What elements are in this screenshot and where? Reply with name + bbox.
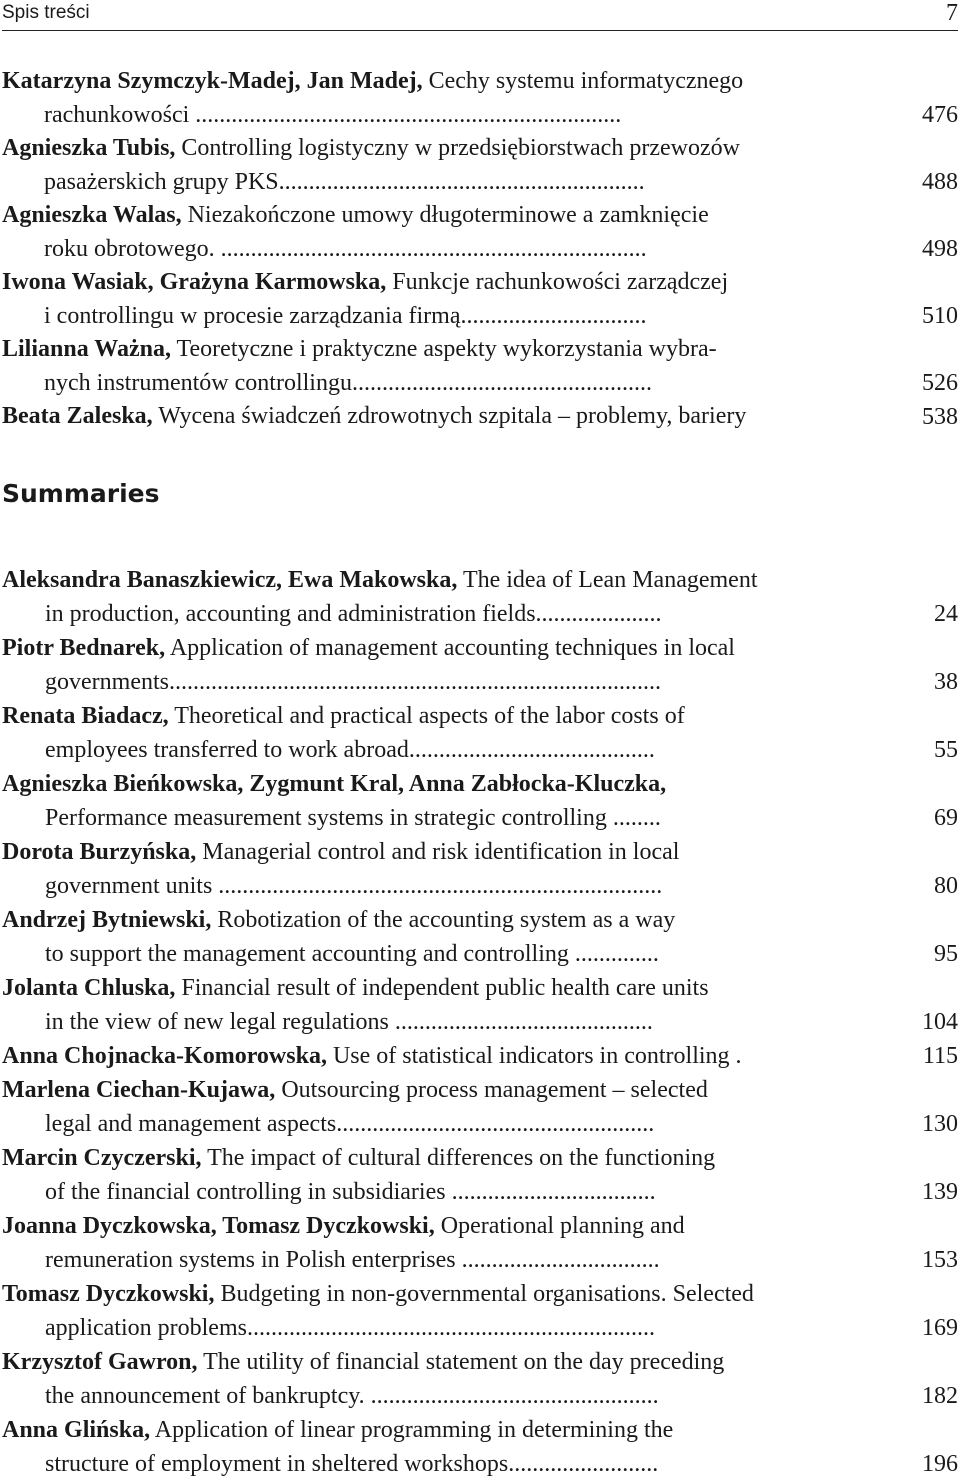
toc-entry-title-continued: roku obrotowego. ....................................................................... bbox=[44, 235, 647, 262]
toc-entry bbox=[2, 333, 958, 400]
running-head-page-number: 7 bbox=[946, 0, 958, 26]
toc-entry-page: 80 bbox=[934, 873, 958, 899]
toc-entry-text bbox=[2, 699, 886, 767]
summaries-heading: Summaries bbox=[2, 479, 160, 508]
toc-entry-authors: Jolanta Chluska, bbox=[2, 975, 176, 1001]
toc-entry bbox=[2, 699, 958, 767]
toc-entry-page: 115 bbox=[922, 1043, 958, 1069]
toc-entry bbox=[2, 266, 958, 333]
toc-entry bbox=[2, 1209, 958, 1277]
toc-entry-text bbox=[2, 1413, 886, 1481]
toc-entry-authors: Agnieszka Walas, bbox=[2, 202, 182, 228]
toc-entry-page: 55 bbox=[934, 737, 958, 763]
toc-entry bbox=[2, 199, 958, 266]
toc-entry-authors: Andrzej Bytniewski, bbox=[2, 907, 212, 933]
toc-entry-title: Financial result of independent public health care units bbox=[181, 975, 709, 1001]
toc-entry-text bbox=[2, 1277, 886, 1345]
toc-entry-text bbox=[2, 132, 886, 199]
toc-entry-title: Teoretyczne i praktyczne aspekty wykorzystania wybra- bbox=[176, 336, 717, 362]
toc-entry-authors: Krzysztof Gawron, bbox=[2, 1349, 198, 1375]
toc-entry bbox=[2, 1073, 958, 1141]
toc-entry-page: 498 bbox=[922, 236, 958, 262]
toc-entry-text bbox=[2, 1039, 886, 1073]
toc-entry-title: Wycena świadczeń zdrowotnych szpitala – problemy, bariery bbox=[158, 403, 747, 429]
toc-entry-page: 476 bbox=[922, 102, 958, 128]
toc-entry-text bbox=[2, 631, 886, 699]
toc-entry-authors: Beata Zaleska, bbox=[2, 403, 153, 429]
toc-entry-title: Robotization of the accounting system as a way bbox=[217, 907, 676, 933]
toc-entry-authors: Anna Glińska, bbox=[2, 1417, 151, 1443]
toc-entry-authors: Lilianna Ważna, bbox=[2, 336, 171, 362]
toc-entry-authors: Joanna Dyczkowska, Tomasz Dyczkowski, bbox=[2, 1213, 435, 1239]
toc-summaries-section bbox=[2, 563, 958, 1481]
toc-entry-page: 95 bbox=[934, 941, 958, 967]
toc-entry-text bbox=[2, 199, 886, 266]
toc-entry-title-continued: rachunkowości ....................................................................... bbox=[44, 101, 622, 128]
toc-entry-title-continued: government units .......................................................................... bbox=[45, 873, 663, 899]
toc-entry-page: 182 bbox=[922, 1383, 958, 1409]
toc-entry-page: 510 bbox=[922, 303, 958, 329]
toc-entry-title-continued: application problems.................................................................... bbox=[45, 1315, 655, 1341]
toc-entry-title-continued: structure of employment in sheltered workshops......................... bbox=[45, 1451, 659, 1477]
toc-entry-text bbox=[2, 563, 886, 631]
toc-entry-page: 488 bbox=[922, 169, 958, 195]
toc-entry-page: 538 bbox=[922, 403, 958, 430]
running-head-title: Spis treści bbox=[2, 2, 90, 23]
toc-entry bbox=[2, 400, 958, 434]
toc-entry-page: 130 bbox=[922, 1111, 958, 1137]
toc-entry bbox=[2, 971, 958, 1039]
toc-entry-page: 139 bbox=[922, 1179, 958, 1205]
toc-entry-page: 69 bbox=[934, 805, 958, 831]
toc-entry-title-continued: nych instrumentów controllingu.................................................. bbox=[44, 369, 652, 396]
toc-entry-title: Controlling logistyczny w przedsiębiorstwach przewozów bbox=[181, 135, 740, 161]
toc-entry-title: Operational planning and bbox=[440, 1213, 685, 1239]
toc-entry-page: 526 bbox=[922, 370, 958, 396]
toc-entry-authors: Tomasz Dyczkowski, bbox=[2, 1281, 215, 1307]
toc-entry bbox=[2, 835, 958, 903]
toc-polish-section bbox=[2, 65, 958, 434]
toc-entry-text bbox=[2, 333, 886, 400]
toc-entry-title-continued: of the financial controlling in subsidiaries .................................. bbox=[45, 1179, 656, 1205]
toc-entry-authors: Renata Biadacz, bbox=[2, 703, 169, 729]
toc-entry-authors: Dorota Burzyńska, bbox=[2, 839, 197, 865]
toc-entry bbox=[2, 767, 958, 835]
toc-entry-authors: Anna Chojnacka-Komorowska, bbox=[2, 1043, 327, 1069]
toc-entry-text bbox=[2, 767, 886, 835]
toc-entry-text bbox=[2, 903, 886, 971]
toc-entry bbox=[2, 65, 958, 132]
toc-entry-text bbox=[2, 1209, 886, 1277]
toc-entry-text bbox=[2, 1345, 886, 1413]
toc-entry-title-continued: in production, accounting and administration fields..................... bbox=[45, 601, 662, 627]
toc-entry-title-continued: legal and management aspects..................................................... bbox=[45, 1111, 655, 1137]
toc-entry-authors: Katarzyna Szymczyk-Madej, Jan Madej, bbox=[2, 68, 423, 94]
toc-entry-title: Use of statistical indicators in controlling . bbox=[332, 1043, 742, 1069]
toc-entry-title: Application of linear programming in determining the bbox=[154, 1417, 674, 1443]
toc-entry-text bbox=[2, 1073, 886, 1141]
toc-entry-authors: Marlena Ciechan-Kujawa, bbox=[2, 1077, 276, 1103]
toc-entry-authors: Marcin Czyczerski, bbox=[2, 1145, 202, 1171]
toc-entry-title: Budgeting in non-governmental organisations. Selected bbox=[220, 1281, 754, 1307]
toc-entry-title: Outsourcing process management – selected bbox=[281, 1077, 708, 1103]
toc-entry bbox=[2, 563, 958, 631]
toc-entry-text bbox=[2, 1141, 886, 1209]
toc-entry-page: 38 bbox=[934, 669, 958, 695]
toc-entry-page: 196 bbox=[922, 1451, 958, 1477]
toc-entry bbox=[2, 1277, 958, 1345]
toc-entry-title-continued: Performance measurement systems in strategic controlling ........ bbox=[45, 805, 661, 831]
toc-entry-title: The utility of financial statement on the day preceding bbox=[203, 1349, 725, 1375]
toc-entry-authors: Piotr Bednarek, bbox=[2, 635, 166, 661]
toc-entry bbox=[2, 1141, 958, 1209]
toc-entry-page: 169 bbox=[922, 1315, 958, 1341]
toc-entry-title: The idea of Lean Management bbox=[462, 567, 758, 593]
toc-entry-title: Managerial control and risk identification in local bbox=[202, 839, 680, 865]
toc-entry bbox=[2, 132, 958, 199]
toc-entry-title-continued: the announcement of bankruptcy. ................................................ bbox=[45, 1383, 659, 1409]
toc-entry-text bbox=[2, 65, 886, 132]
toc-entry-text bbox=[2, 971, 886, 1039]
toc-entry-title-continued: governments.................................................................................. bbox=[45, 669, 661, 695]
toc-entry-title: Niezakończone umowy długoterminowe a zamknięcie bbox=[187, 202, 709, 228]
toc-entry-text bbox=[2, 266, 886, 333]
toc-entry-authors: Iwona Wasiak, Grażyna Karmowska, bbox=[2, 269, 387, 295]
toc-entry-title: Cechy systemu informatycznego bbox=[428, 68, 744, 94]
toc-entry bbox=[2, 1413, 958, 1481]
toc-entry bbox=[2, 1039, 958, 1073]
toc-entry-page: 24 bbox=[934, 601, 958, 627]
toc-entry-title: Theoretical and practical aspects of the labor costs of bbox=[174, 703, 685, 729]
toc-entry-authors: Agnieszka Bieńkowska, Zygmunt Kral, Anna Zabłocka-Kluczka, bbox=[2, 771, 667, 797]
toc-entry-authors: Agnieszka Tubis, bbox=[2, 135, 176, 161]
toc-entry-text bbox=[2, 835, 886, 903]
toc-entry bbox=[2, 631, 958, 699]
toc-entry bbox=[2, 1345, 958, 1413]
toc-entry-page: 153 bbox=[922, 1247, 958, 1273]
toc-entry-title-continued: remuneration systems in Polish enterprises ................................. bbox=[45, 1247, 660, 1273]
toc-entry-title: Funkcje rachunkowości zarządczej bbox=[392, 269, 729, 295]
toc-entry-title: Application of management accounting techniques in local bbox=[169, 635, 735, 661]
toc-entry-page: 104 bbox=[922, 1009, 958, 1035]
toc-entry-authors: Aleksandra Banaszkiewicz, Ewa Makowska, bbox=[2, 567, 458, 593]
toc-entry-title: The impact of cultural differences on the functioning bbox=[207, 1145, 716, 1171]
toc-entry bbox=[2, 903, 958, 971]
running-head bbox=[2, 0, 958, 31]
toc-entry-title-continued: in the view of new legal regulations ........................................... bbox=[45, 1009, 653, 1035]
toc-entry-title-continued: pasażerskich grupy PKS............................................................. bbox=[44, 168, 645, 195]
toc-entry-text bbox=[2, 400, 886, 434]
toc-entry-title-continued: i controllingu w procesie zarządzania firmą............................... bbox=[44, 302, 647, 329]
toc-entry-title-continued: to support the management accounting and controlling .............. bbox=[45, 941, 659, 967]
toc-entry-title-continued: employees transferred to work abroad......................................... bbox=[45, 737, 655, 763]
